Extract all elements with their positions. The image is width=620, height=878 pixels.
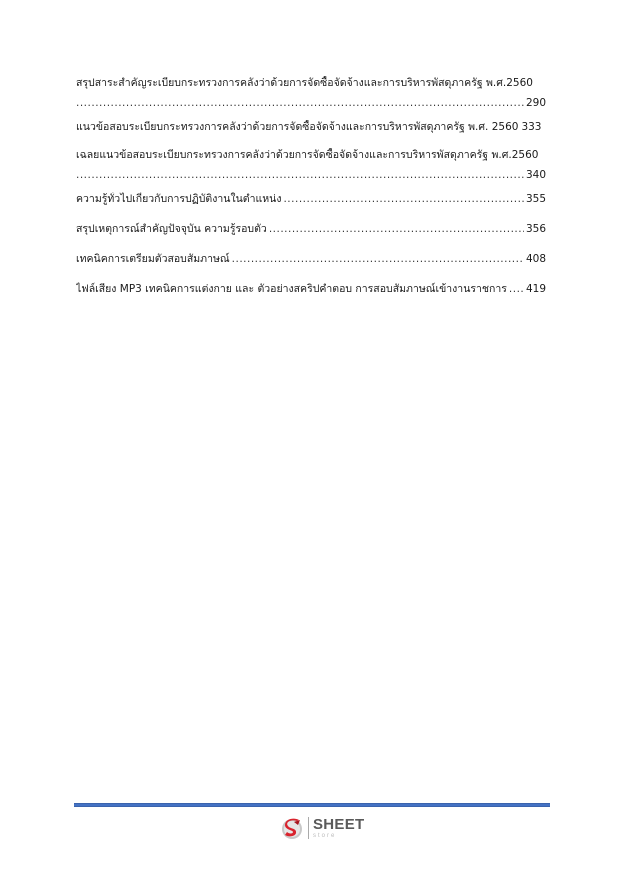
logo-sub-text: store bbox=[313, 833, 337, 839]
toc-entry-page: 290 bbox=[525, 97, 546, 109]
toc-entry-page: 356 bbox=[525, 223, 546, 235]
toc-dot-leader bbox=[283, 192, 523, 206]
toc-entry-page: 419 bbox=[525, 283, 546, 295]
toc-entry[interactable] bbox=[76, 120, 546, 134]
sheetstore-s-logo-icon bbox=[281, 816, 303, 840]
toc-entry-title: ความรู้ทั่วไปเกี่ยวกับการปฏิบัติงานในตำแหน่ง bbox=[76, 193, 282, 205]
toc-entry-title: สรุปเหตุการณ์สำคัญปัจจุบัน ความรู้รอบตัว bbox=[76, 223, 267, 235]
toc-entry[interactable] bbox=[76, 192, 546, 206]
table-of-contents bbox=[76, 76, 546, 296]
sheetstore-logo bbox=[281, 814, 365, 842]
toc-dot-leader bbox=[232, 252, 524, 266]
toc-entry[interactable] bbox=[76, 148, 546, 181]
toc-entry[interactable] bbox=[76, 252, 546, 266]
toc-dot-leader bbox=[269, 222, 524, 236]
toc-entry-page: 333 bbox=[521, 121, 542, 133]
footer-divider bbox=[74, 803, 550, 807]
toc-entry[interactable] bbox=[76, 222, 546, 236]
toc-entry[interactable] bbox=[76, 76, 546, 109]
logo-separator bbox=[308, 817, 309, 839]
toc-dot-leader bbox=[76, 168, 524, 182]
toc-entry-title: เฉลยแนวข้อสอบระเบียบกระทรวงการคลังว่าด้วยการจัดซื้อจัดจ้างและการบริหารพัสดุภาครัฐ พ.ศ.2560 bbox=[76, 149, 539, 161]
toc-dot-leader bbox=[509, 282, 524, 296]
logo-brand-text: SHEET bbox=[313, 816, 365, 833]
toc-entry-title: สรุปสาระสำคัญระเบียบกระทรวงการคลังว่าด้วยการจัดซื้อจัดจ้างและการบริหารพัสดุภาครัฐ พ.ศ.2560 bbox=[76, 77, 533, 89]
toc-entry[interactable] bbox=[76, 282, 546, 296]
toc-entry-title: ไฟล์เสียง MP3 เทคนิคการแต่งกาย และ ตัวอย่างสคริปคำตอบ การสอบสัมภาษณ์เข้างานราชการ bbox=[76, 283, 507, 295]
toc-entry-page: 340 bbox=[525, 169, 546, 181]
toc-entry-page: 408 bbox=[525, 253, 546, 265]
toc-entry-page: 355 bbox=[525, 193, 546, 205]
logo-wordmark bbox=[313, 817, 365, 839]
toc-dot-leader bbox=[76, 96, 524, 110]
toc-entry-title: แนวข้อสอบระเบียบกระทรวงการคลังว่าด้วยการจัดซื้อจัดจ้างและการบริหารพัสดุภาครัฐ พ.ศ. 2560 bbox=[76, 121, 519, 133]
toc-entry-title: เทคนิคการเตรียมตัวสอบสัมภาษณ์ bbox=[76, 253, 230, 265]
